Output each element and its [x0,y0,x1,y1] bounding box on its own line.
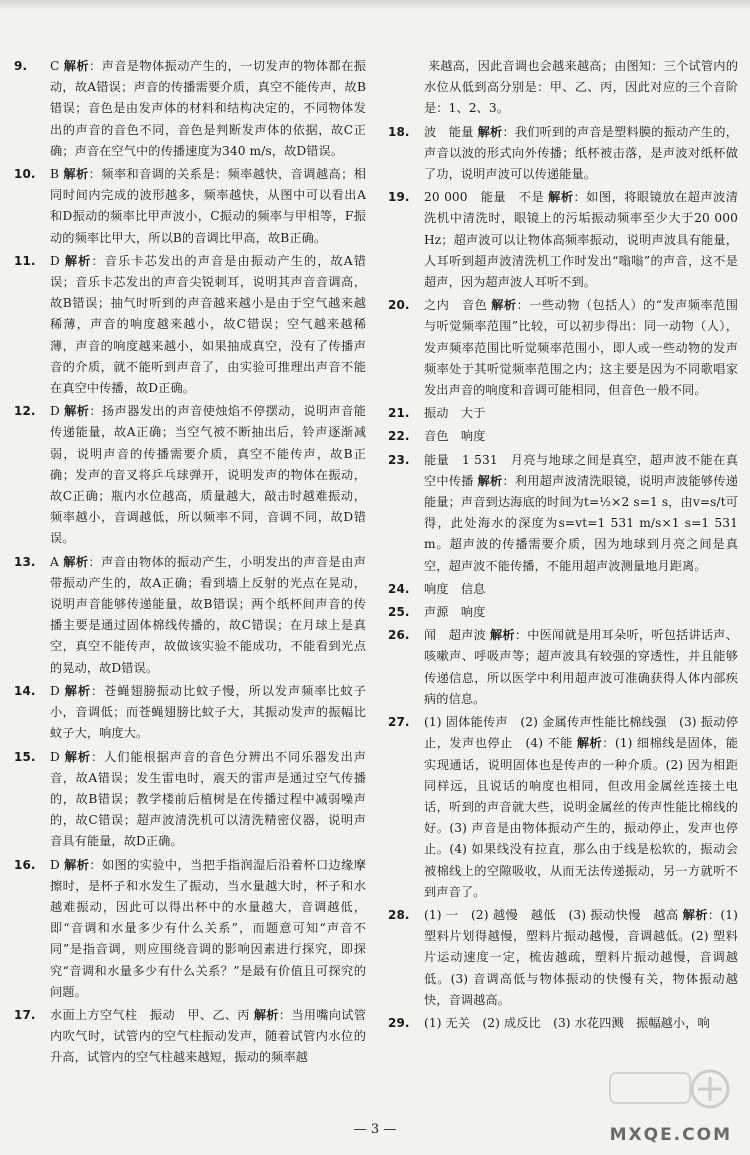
answer-text: D [50,253,60,268]
question-number: 26. [388,628,410,643]
answer-text: 波 能量 [424,124,474,139]
analysis-text: ：利用超声波清洗眼镜，说明声波能够传递能量；声音到达海底的时间为t=½×2 s=1 s，由v=s/t可得，此处海水的深度为s=vt=1 531 m/s×1 s=1 531 m。超声波的传播需要介质，因为地球到月亮之间是真空，超声波不能传播，不能用超声波测量地月距离。 [424,473,738,573]
answer-text: 声源 响度 [424,605,486,620]
answer-item [14,681,366,745]
left-column [14,56,366,1071]
question-number: 25. [388,605,410,620]
answer-text: D [50,683,60,698]
top-edge [0,0,750,10]
analysis-text: ：声音是物体振动产生的，一切发声的物体都在振动，故A错误；声音的传播需要介质，真空不能传声，故B错误；音色是由发声体的材料和结构决定的，不同物体发出的声音的音色不同，音色是判断发声体的依据，故C正确；声音在空气中的传播速度为340 m/s，故D错误。 [50,59,367,158]
question-number: 24. [388,581,410,596]
analysis-label: 解析 [682,907,708,922]
question-number: 23. [388,452,410,467]
analysis-text: 来越高，因此音调也会越来越高；由图知：三个试管内的水位从低到高分别是：甲、乙、丙，因此对应的三个音阶是：1、2、3。 [424,59,738,116]
answer-text: 能量 1 531 月亮与地球之间是真空，超声波不能在真空中传播 [424,452,738,488]
question-number: 19. [388,190,410,205]
question-number: 10. [14,167,36,182]
answer-item [388,579,738,600]
answer-item [388,403,738,424]
analysis-label: 解析 [477,473,503,488]
answer-item [388,56,738,120]
analysis-label: 解析 [63,404,90,419]
analysis-label: 解析 [576,736,603,751]
page-number: — 3 — [353,1122,397,1137]
analysis-text: ：苍蝇翅膀振动比蚊子慢，所以发声频率比蚊子小，音调低；而苍蝇翅膀比蚊子大，其振动发声的振幅比蚊子大，响度大。 [50,683,366,741]
question-number: 22. [388,429,410,444]
question-number: 9. [14,59,28,73]
answer-item [14,855,366,1003]
question-number: 27. [388,715,410,730]
answer-text: 响度 信息 [424,581,486,596]
answer-item [388,122,738,186]
analysis-text: ：我们听到的声音是塑料膜的振动产生的，声音以波的形式向外传播；纸杯被击落，是声波对纸杯做了功，说明声波可以传递能量。 [424,124,738,182]
question-number: 14. [14,683,36,698]
analysis-label: 解析 [253,1007,279,1022]
analysis-label: 解析 [63,253,92,268]
answer-text: 振动 大于 [424,406,486,421]
answer-text: D [50,404,60,419]
analysis-label: 解析 [491,298,517,313]
analysis-text: ：频率和音调的关系是：频率越快，音调越高；相同时间内完成的波形越多，频率越快，从图中可以看出A和D振动的频率比甲声波小，C振动的频率与甲相等，F振动的频率比甲大，所以B的音调比甲高，故B正确。 [50,167,367,245]
analysis-text: ：如图的实验中，当把手指润湿后沿着杯口边缘摩擦时，是杯子和水发生了振动，当水量越大时，杯子和水越难振动，因此可以得出杯中的水量越大，音调越低，即“音调和水量多少有什么关系”，而题意可知“声音不同”是指音调，则应围绕音调的影响因素进行探究，即探究“音调和水量多少有什么关系？”是最有价值且可探究的问题。 [50,857,367,999]
question-number: 21. [388,406,410,421]
analysis-text: ：(1) 细棉线是固体，能实现通话，说明固体也是传声的一种介质。(2) 因为相距同样远，且说话的响度也相同，但改用金属丝连接土电话，听到的声音就大些，说明金属丝的传声性能比棉线的好。(3) 声音是由物体振动产生的，振动停止，发声也停止。(4) 如果线没有拉直，那么由于线是松软的，振动会被棉线上的空隙吸收，从而无法传递振动，另一方就听不到声音了。 [424,736,739,899]
question-number: 11. [14,253,36,268]
answer-text: 闻 超声波 [424,628,487,643]
analysis-text: ：人们能根据声音的音色分辨出不同乐器发出声音，故A错误；发生雷电时，震天的雷声是通过空气传播的，故B错误；教学楼前后植树是在传播过程中减弱噪声的，故C错误；超声波清洗机可以清洗精密仪器，说明声音具有能量，故D正确。 [50,749,366,849]
answer-item [388,905,738,1011]
analysis-label: 解析 [62,554,89,569]
analysis-label: 解析 [63,167,89,182]
answer-item [388,450,738,577]
answer-text: D [50,749,60,764]
analysis-label: 解析 [63,749,91,764]
answer-item [388,712,738,903]
answer-text: B [50,167,60,182]
answer-text: 水面上方空气柱 振动 甲、乙、丙 [50,1007,250,1022]
answer-item [14,56,366,162]
analysis-label: 解析 [63,683,91,698]
answer-item [14,552,366,679]
analysis-label: 解析 [548,190,574,205]
answer-text: C [50,59,60,73]
answer-text: 音色 响度 [424,429,486,444]
question-number: 15. [14,749,36,764]
analysis-text: ：当用嘴向试管内吹气时，试管内的空气柱振动发声，随着试管内水位的升高，试管内的空气柱越来越短，振动的频率越 [50,1007,367,1065]
answer-item [388,1013,738,1034]
answer-item [14,747,366,853]
answer-text: 20 000 能量 不是 [424,190,545,205]
right-column [388,56,738,1036]
question-number: 18. [388,124,410,139]
answer-text: D [50,857,60,872]
answer-text: (1) 固体能传声 (2) 金属传声性能比棉线强 (3) 振动停止，发声也停止 (4) 不能 [424,715,738,751]
answer-text: 之内 音色 [424,298,488,313]
question-number: 17. [14,1007,36,1022]
question-number: 16. [14,857,36,872]
answer-text: (1) 一 (2) 越慢 越低 (3) 振动快慢 越高 [424,907,679,922]
question-number: 12. [14,404,36,419]
analysis-text: ：一些动物（包括人）的“发声频率范围与听觉频率范围”比较，可以初步得出：同一动物（人），发声频率范围比听觉频率范围小，即人或一些动物的发声频率处于其听觉频率范围之内；这主要是因为不同歌唱家发出声音的响度和音调可能相同，但音色一般不同。 [424,298,739,398]
answer-item [388,295,738,401]
answer-item [388,187,738,293]
analysis-label: 解析 [63,59,89,73]
analysis-text: ：如图，将眼镜放在超声波清洗机中清洗时，眼镜上的污垢振动频率至少大于20 000 Hz；超声波可以让物体高频率振动，说明声波具有能量，人耳听到超声波清洗机工作时发出“嗡嗡”的声音，这不是超声，因为超声波人耳听不到。 [424,190,738,290]
question-number: 28. [388,907,410,922]
analysis-text: ：扬声器发出的声音使烛焰不停摆动，说明声音能传递能量，故A正确；当空气被不断抽出后，铃声逐渐减弱，说明声音的传播需要介质，真空不能传声，故B正确；发声的音叉将乒乓球弹开，说明发声的物体在振动，故C正确；瓶内水位越高，质量越大，敲击时越难振动，频率越小，音调越低，所以频率不同，音调不同，故D错误。 [50,404,367,546]
answer-item [14,164,366,249]
analysis-text: ：音乐卡芯发出的声音是由振动产生的，故A错误；音乐卡芯发出的声音尖锐刺耳，说明其声音音调高，故B错误；抽气时听到的声音越来越小是由于空气越来越稀薄，声音的响度越来越小，故C错误；空气越来越稀薄，声音的响度越来越小，如果抽成真空，没有了传播声音的介质，就不能听到声音了，由实验可推理出声音不能在真空中传播，故D正确。 [50,253,366,396]
answer-item [14,1005,366,1069]
question-number: 13. [14,554,36,569]
watermark-text: MXQE.COM [609,1125,732,1145]
answer-item [388,426,738,447]
analysis-text: ：中医闻就是用耳朵听，听包括讲话声、咳嗽声、呼吸声等；超声波具有较强的穿透性，并且能够传递信息，所以医学中利用超声波可准确获得人体内部疾病的信息。 [424,628,738,706]
analysis-text: ：(1) 塑料片划得越慢，塑料片振动越慢，音调越低。(2) 塑料片运动速度一定，梳齿越疏，塑料片振动越慢，音调越低。(3) 音调高低与物体振动的快慢有关，物体振动越快，音调越高。 [424,907,738,1007]
answer-item [388,625,738,710]
analysis-label: 解析 [63,857,90,872]
answer-item [14,251,366,399]
answer-text: A [50,554,59,569]
analysis-label: 解析 [490,628,515,643]
analysis-text: ：声音由物体的振动产生，小明发出的声音是由声带振动产生的，故A正确；看到墙上反射的光点在晃动，说明声音能够传递能量，故B错误；两个纸杯间声音的传播主要是通过固体棉线传播的，故C错误；在月球上是真空，真空不能传声，故做该实验不能成功，不能看到光点的晃动，故D错误。 [50,554,367,675]
answer-text: (1) 无关 (2) 成反比 (3) 水花四溅 振幅越小，响 [424,1015,710,1030]
question-number: 20. [388,298,410,313]
question-number: 29. [388,1015,410,1030]
answer-item [14,401,366,549]
analysis-label: 解析 [477,124,503,139]
answer-item [388,602,738,623]
